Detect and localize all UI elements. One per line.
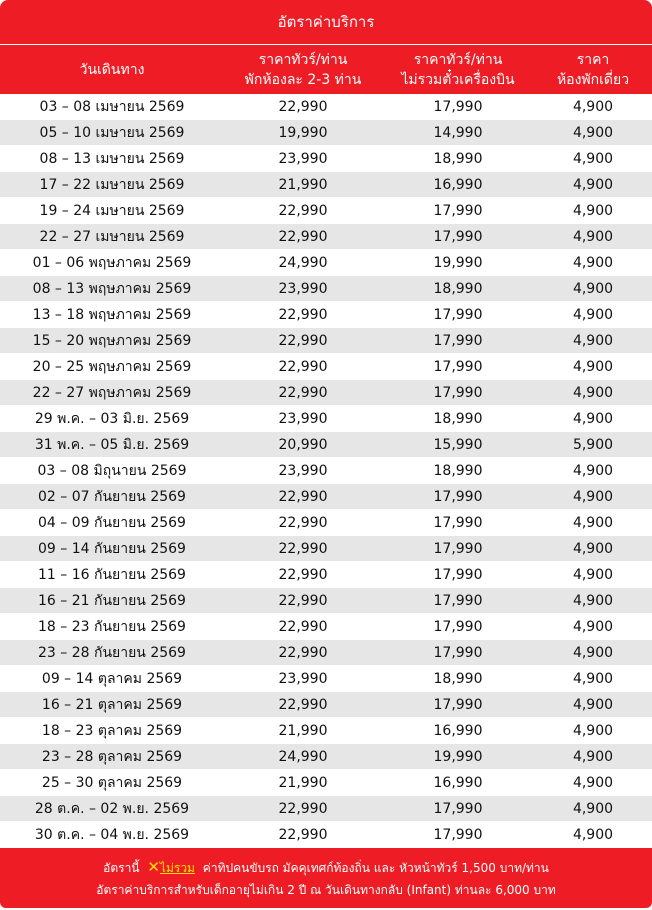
cell-single-room: 4,900	[572, 514, 614, 531]
table-title: อัตราค่าบริการ	[277, 13, 375, 31]
cell-date: 22 – 27 เมษายน 2569	[39, 228, 185, 245]
table-row	[0, 536, 652, 562]
cell-date: 16 – 21 ตุลาคม 2569	[41, 696, 183, 713]
table-row	[0, 484, 652, 510]
cell-no-ticket-price: 18,990	[433, 410, 483, 427]
cell-no-ticket-price: 17,990	[433, 98, 483, 115]
cell-tour-price: 22,990	[278, 514, 328, 531]
cell-date: 20 – 25 พฤษภาคม 2569	[32, 358, 192, 375]
cell-single-room: 4,900	[572, 306, 614, 323]
table-row	[0, 718, 652, 744]
cell-no-ticket-price: 17,990	[433, 644, 483, 661]
header-date	[0, 45, 224, 94]
cell-single-room: 4,900	[572, 488, 614, 505]
table-title-bar	[0, 0, 652, 44]
cell-tour-price: 21,990	[278, 774, 328, 791]
cell-no-ticket-price: 19,990	[433, 254, 483, 271]
cell-date: 28 ต.ค. – 02 พ.ย. 2569	[34, 800, 190, 817]
cell-no-ticket-price: 18,990	[433, 150, 483, 167]
header-no-ticket-price	[382, 45, 534, 94]
cell-tour-price: 22,990	[278, 618, 328, 635]
cell-date: 22 – 27 พฤษภาคม 2569	[32, 384, 192, 401]
table-row	[0, 328, 652, 354]
cell-date: 18 – 23 กันยายน 2569	[38, 618, 186, 635]
table-row	[0, 406, 652, 432]
cell-no-ticket-price: 17,990	[433, 228, 483, 245]
header-date-label: วันเดินทาง	[79, 61, 145, 78]
table-header	[0, 44, 652, 94]
cell-date: 25 – 30 ตุลาคม 2569	[41, 774, 183, 791]
table-row	[0, 458, 652, 484]
cell-tour-price: 22,990	[278, 540, 328, 557]
table-row	[0, 744, 652, 770]
table-row	[0, 510, 652, 536]
cell-date: 16 – 21 กันยายน 2569	[38, 592, 186, 609]
cell-no-ticket-price: 15,990	[433, 436, 483, 453]
cell-tour-price: 23,990	[278, 150, 328, 167]
table-row	[0, 302, 652, 328]
cell-date: 31 พ.ค. – 05 มิ.ย. 2569	[34, 436, 190, 453]
header-no-ticket-line1: ราคาทัวร์/ท่าน	[413, 51, 503, 68]
cell-no-ticket-price: 17,990	[433, 800, 483, 817]
cell-tour-price: 21,990	[278, 722, 328, 739]
cell-date: 04 – 09 กันยายน 2569	[38, 514, 186, 531]
cell-date: 08 – 13 เมษายน 2569	[39, 150, 185, 167]
cell-tour-price: 22,990	[278, 826, 328, 843]
cell-tour-price: 22,990	[278, 566, 328, 583]
header-tour-price-line1: ราคาทัวร์/ท่าน	[258, 51, 348, 68]
table-row	[0, 640, 652, 666]
cell-no-ticket-price: 17,990	[433, 358, 483, 375]
cell-single-room: 5,900	[572, 436, 614, 453]
cell-single-room: 4,900	[572, 774, 614, 791]
cell-no-ticket-price: 17,990	[433, 826, 483, 843]
cell-no-ticket-price: 17,990	[433, 306, 483, 323]
cell-single-room: 4,900	[572, 540, 614, 557]
cell-tour-price: 23,990	[278, 670, 328, 687]
header-no-ticket-line2: ไม่รวมตั๋วเครื่องบิน	[401, 71, 515, 88]
cell-tour-price: 22,990	[278, 644, 328, 661]
table-row	[0, 146, 652, 172]
cell-date: 13 – 18 พฤษภาคม 2569	[32, 306, 192, 323]
cell-single-room: 4,900	[572, 722, 614, 739]
cell-date: 18 – 23 ตุลาคม 2569	[41, 722, 183, 739]
header-single-room-line1: ราคา	[576, 51, 610, 68]
footer-excluded-label: ไม่รวม	[159, 860, 195, 875]
cell-no-ticket-price: 17,990	[433, 514, 483, 531]
footer-line-1	[103, 856, 549, 879]
cell-tour-price: 22,990	[278, 358, 328, 375]
cell-single-room: 4,900	[572, 748, 614, 765]
table-row	[0, 666, 652, 692]
cell-no-ticket-price: 16,990	[433, 722, 483, 739]
footer-line-2: อัตราค่าบริการสำหรับเด็กอายุไม่เกิน 2 ปี ณ วันเดินทางกลับ (Infant) ท่านละ 6,000 บาท	[96, 882, 556, 897]
cell-no-ticket-price: 18,990	[433, 280, 483, 297]
cell-tour-price: 23,990	[278, 462, 328, 479]
cell-date: 09 – 14 ตุลาคม 2569	[41, 670, 183, 687]
cell-tour-price: 22,990	[278, 306, 328, 323]
cell-no-ticket-price: 18,990	[433, 462, 483, 479]
cell-single-room: 4,900	[572, 228, 614, 245]
cell-single-room: 4,900	[572, 384, 614, 401]
cell-single-room: 4,900	[572, 98, 614, 115]
cell-single-room: 4,900	[572, 592, 614, 609]
cell-tour-price: 22,990	[278, 488, 328, 505]
cell-no-ticket-price: 19,990	[433, 748, 483, 765]
cell-date: 11 – 16 กันยายน 2569	[38, 566, 186, 583]
cell-tour-price: 22,990	[278, 332, 328, 349]
table-row	[0, 276, 652, 302]
cell-tour-price: 22,990	[278, 228, 328, 245]
cell-no-ticket-price: 16,990	[433, 774, 483, 791]
cell-single-room: 4,900	[572, 800, 614, 817]
cell-single-room: 4,900	[572, 176, 614, 193]
table-row	[0, 120, 652, 146]
cell-no-ticket-price: 17,990	[433, 384, 483, 401]
header-tour-price-line2: พักห้องละ 2-3 ท่าน	[244, 71, 362, 88]
cell-date: 02 – 07 กันยายน 2569	[38, 488, 186, 505]
cell-date: 29 พ.ค. – 03 มิ.ย. 2569	[34, 410, 190, 427]
cell-date: 08 – 13 พฤษภาคม 2569	[32, 280, 192, 297]
table-row	[0, 770, 652, 796]
cell-no-ticket-price: 18,990	[433, 670, 483, 687]
cell-single-room: 4,900	[572, 696, 614, 713]
cell-single-room: 4,900	[572, 332, 614, 349]
cell-no-ticket-price: 17,990	[433, 540, 483, 557]
cell-tour-price: 21,990	[278, 176, 328, 193]
table-row	[0, 224, 652, 250]
cell-date: 17 – 22 เมษายน 2569	[39, 176, 185, 193]
cell-date: 23 – 28 ตุลาคม 2569	[41, 748, 183, 765]
cell-single-room: 4,900	[572, 462, 614, 479]
table-row	[0, 380, 652, 406]
cell-no-ticket-price: 17,990	[433, 566, 483, 583]
cell-date: 09 – 14 กันยายน 2569	[38, 540, 186, 557]
table-row	[0, 822, 652, 848]
cell-date: 19 – 24 เมษายน 2569	[39, 202, 185, 219]
table-row	[0, 432, 652, 458]
cell-date: 30 ต.ค. – 04 พ.ย. 2569	[34, 826, 190, 843]
table-row	[0, 172, 652, 198]
table-body	[0, 94, 652, 848]
cell-tour-price: 24,990	[278, 748, 328, 765]
cell-no-ticket-price: 14,990	[433, 124, 483, 141]
cell-single-room: 4,900	[572, 358, 614, 375]
cell-no-ticket-price: 16,990	[433, 176, 483, 193]
cell-tour-price: 22,990	[278, 592, 328, 609]
cell-no-ticket-price: 17,990	[433, 488, 483, 505]
cell-tour-price: 22,990	[278, 384, 328, 401]
header-tour-price	[224, 45, 382, 94]
cell-tour-price: 23,990	[278, 410, 328, 427]
cell-date: 23 – 28 กันยายน 2569	[38, 644, 186, 661]
table-footer-note	[0, 848, 652, 908]
cell-no-ticket-price: 17,990	[433, 618, 483, 635]
cell-single-room: 4,900	[572, 618, 614, 635]
table-row	[0, 198, 652, 224]
cell-single-room: 4,900	[572, 826, 614, 843]
cell-single-room: 4,900	[572, 254, 614, 271]
cell-single-room: 4,900	[572, 150, 614, 167]
cell-single-room: 4,900	[572, 280, 614, 297]
cell-no-ticket-price: 17,990	[433, 332, 483, 349]
header-single-room	[534, 45, 652, 94]
header-single-room-line2: ห้องพักเดี่ยว	[556, 71, 630, 88]
cell-date: 01 – 06 พฤษภาคม 2569	[32, 254, 192, 271]
cell-tour-price: 22,990	[278, 202, 328, 219]
cell-date: 03 – 08 เมษายน 2569	[39, 98, 185, 115]
cell-tour-price: 22,990	[278, 800, 328, 817]
cell-no-ticket-price: 17,990	[433, 696, 483, 713]
cell-tour-price: 22,990	[278, 98, 328, 115]
cell-single-room: 4,900	[572, 124, 614, 141]
table-row	[0, 562, 652, 588]
table-row	[0, 614, 652, 640]
footer-excluded-items: ค่าทิปคนขับรถ มัคคุเทศก์ท้องถิ่น และ หัวหน้าทัวร์ 1,500 บาท/ท่าน	[202, 860, 549, 875]
cell-date: 03 – 08 มิถุนายน 2569	[37, 462, 187, 479]
footer-prefix: อัตรานี้	[103, 860, 140, 875]
table-row	[0, 94, 652, 120]
table-row	[0, 796, 652, 822]
cell-single-room: 4,900	[572, 670, 614, 687]
table-row	[0, 588, 652, 614]
cell-tour-price: 23,990	[278, 280, 328, 297]
x-icon: ✕	[147, 857, 160, 876]
cell-tour-price: 24,990	[278, 254, 328, 271]
cell-tour-price: 22,990	[278, 696, 328, 713]
cell-tour-price: 19,990	[278, 124, 328, 141]
table-row	[0, 250, 652, 276]
cell-date: 05 – 10 เมษายน 2569	[39, 124, 185, 141]
cell-single-room: 4,900	[572, 566, 614, 583]
cell-single-room: 4,900	[572, 202, 614, 219]
cell-date: 15 – 20 พฤษภาคม 2569	[32, 332, 192, 349]
table-row	[0, 354, 652, 380]
table-row	[0, 692, 652, 718]
cell-tour-price: 20,990	[278, 436, 328, 453]
cell-single-room: 4,900	[572, 644, 614, 661]
cell-no-ticket-price: 17,990	[433, 592, 483, 609]
cell-single-room: 4,900	[572, 410, 614, 427]
cell-no-ticket-price: 17,990	[433, 202, 483, 219]
